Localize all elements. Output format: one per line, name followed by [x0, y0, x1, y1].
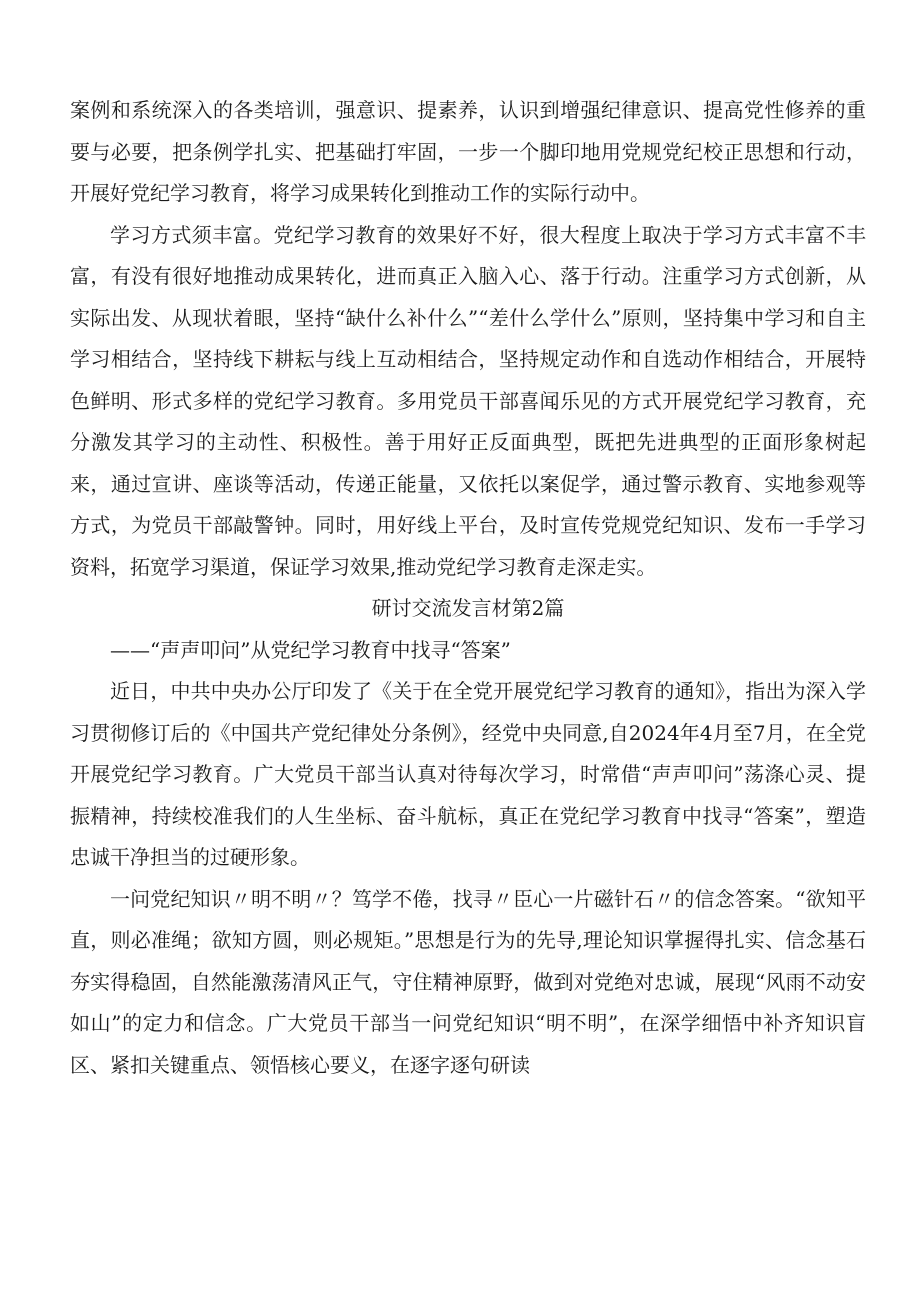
paragraph-first-question: 一问党纪知识〃明不明〃？笃学不倦，找寻〃臣心一片磁针石〃的信念答案。“欲知平直，则必准绳；欲知方圆，则必规矩。”思想是行为的先导,理论知识掌握得扎实、信念基石夯实得稳固，自然能激荡清风正气，守住精神原野，做到对党绝对忠诚，展现“风雨不动安如山”的定力和信念。广大党员干部当一问党纪知识“明不明”，在深学细悟中补齐知识盲区、紧扣关键重点、领悟核心要义，在逐字逐句研读	[70, 886, 866, 1077]
section-title: 研讨交流发言材第2篇	[371, 596, 565, 620]
paragraph-learning-methods: 学习方式须丰富。党纪学习教育的效果好不好，很大程度上取决于学习方式丰富不丰富，有没有很好地推动成果转化，进而真正入脑入心、落于行动。注重学习方式创新，从实际出发、从现状着眼，坚持“缺什么补什么”“差什么学什么”原则，坚持集中学习和自主学习相结合，坚持线下耕耘与线上互动相结合，坚持规定动作和自选动作相结合，开展特色鲜明、形式多样的党纪学习教育。多用党员干部喜闻乐见的方式开展党纪学习教育，充分激发其学习的主动性、积极性。善于用好正反面典型，既把先进典型的正面形象树起来，通过宣讲、座谈等活动，传递正能量，又依托以案促学，通过警示教育、实地参观等方式，为党员干部敲警钟。同时，用好线上平台，及时宣传党规党纪知识、发布一手学习资料，拓宽学习渠道，保证学习效果,推动党纪学习教育走深走实。	[70, 222, 866, 579]
paragraph-continued: 案例和系统深入的各类培训，强意识、提素养，认识到增强纪律意识、提高党性修养的重要与必要，把条例学扎实、把基础打牢固，一步一个脚印地用党规党纪校正思想和行动，开展好党纪学习教育，将学习成果转化到推动工作的实际行动中。	[70, 98, 866, 205]
section-subtitle: ——“声声叩问”从党纪学习教育中找寻“答案”	[110, 637, 511, 662]
document-page	[70, 90, 866, 1086]
paragraph-intro: 近日，中共中央办公厅印发了《关于在全党开展党纪学习教育的通知》，指出为深入学习贯彻修订后的《中国共产党纪律处分条例》，经党中央同意,自2024年4月至7月，在全党开展党纪学习教育。广大党员干部当认真对待每次学习，时常借“声声叩问”荡涤心灵、提振精神，持续校准我们的人生坐标、奋斗航标，真正在党纪学习教育中找寻“答案”，塑造忠诚干净担当的过硬形象。	[70, 679, 866, 869]
